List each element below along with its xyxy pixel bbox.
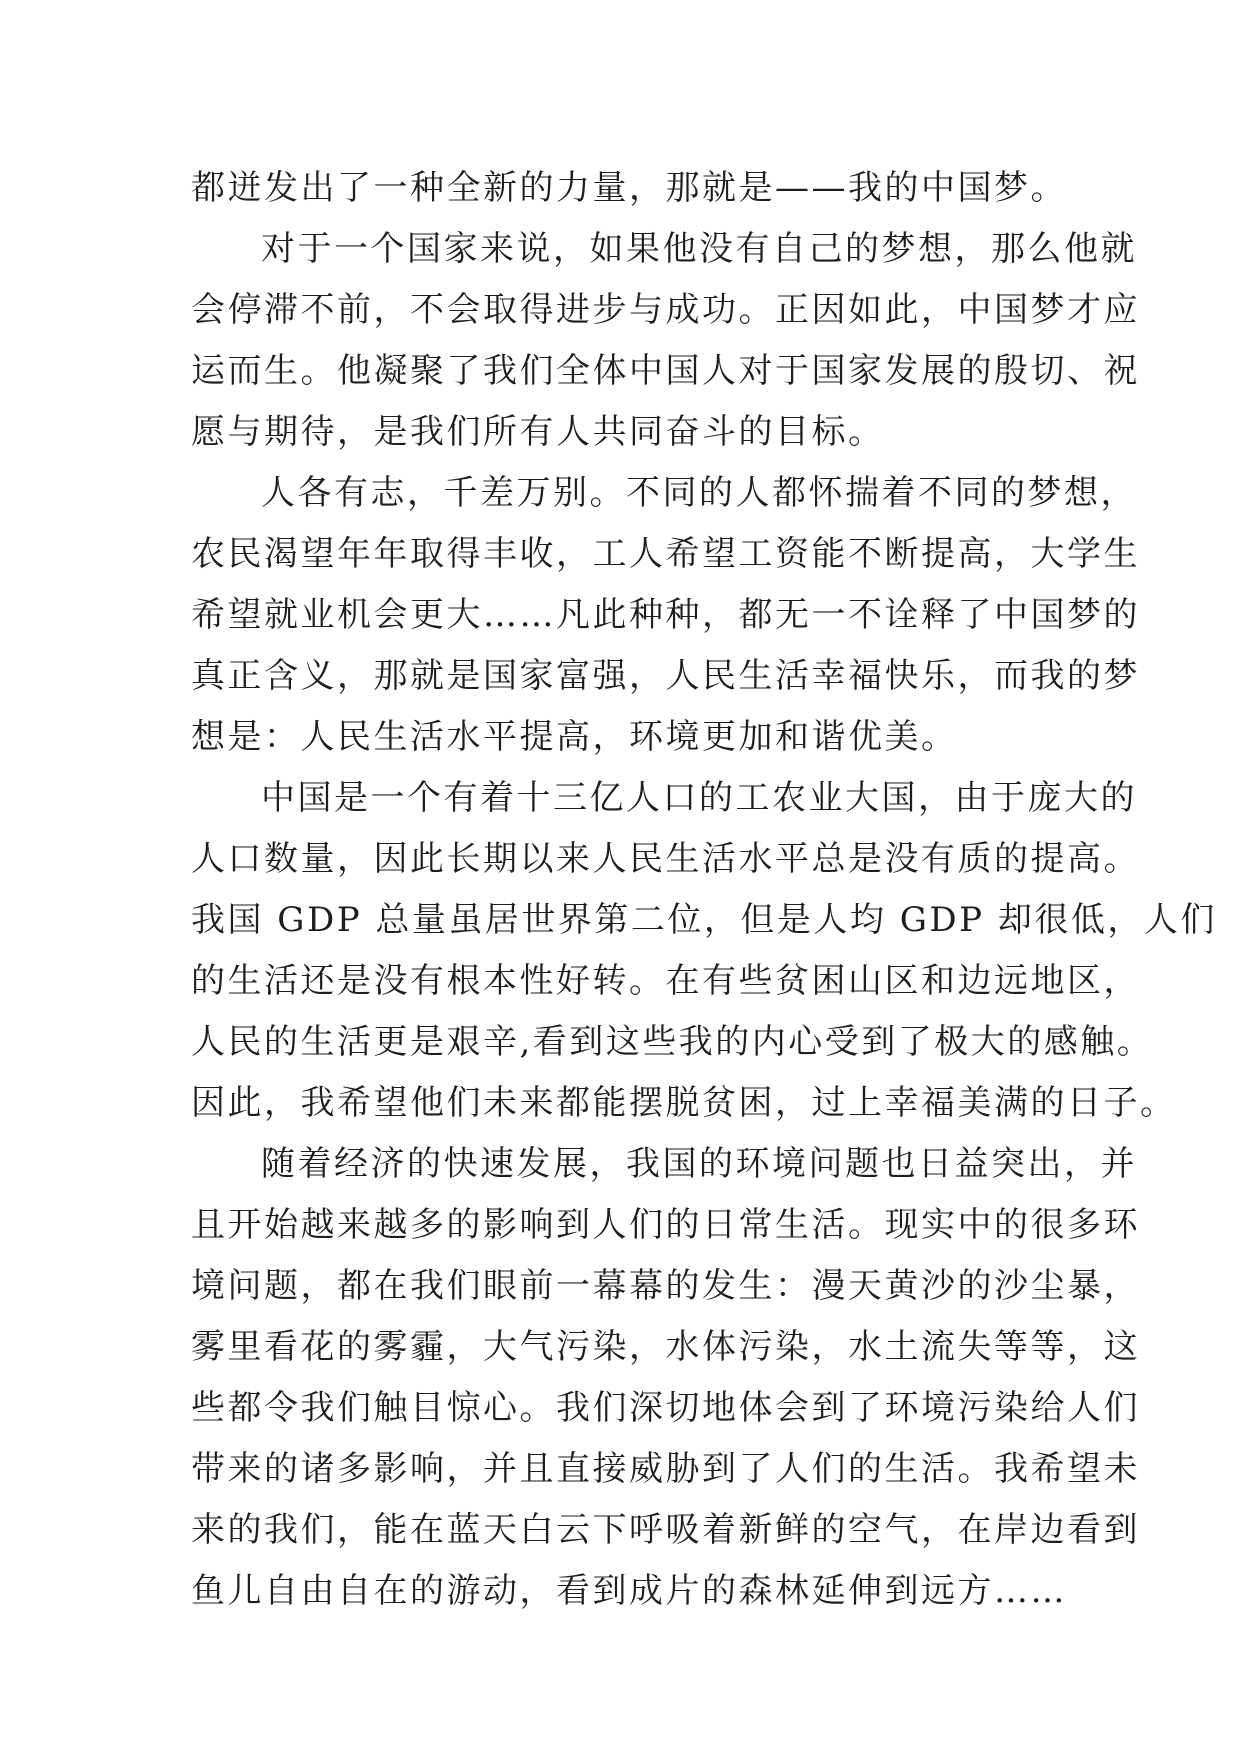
text-line: 想是：人民生活水平提高，环境更加和谐优美。 (191, 717, 958, 757)
text-line: 对于一个国家来说，如果他没有自己的梦想，那么他就 (261, 229, 1137, 269)
text-line: 雾里看花的雾霾，大气污染，水体污染，水土流失等等，这 (191, 1327, 1140, 1367)
text-line: 因此，我希望他们未来都能摆脱贫困，过上幸福美满的日子。 (191, 1083, 1177, 1123)
text-line: 人各有志，千差万别。不同的人都怀揣着不同的梦想， (261, 473, 1137, 513)
text-line: 来的我们，能在蓝天白云下呼吸着新鲜的空气，在岸边看到 (191, 1510, 1140, 1550)
essay-body (191, 158, 1217, 1622)
text-line: 运而生。他凝聚了我们全体中国人对于国家发展的殷切、祝 (191, 351, 1140, 391)
text-line: 的生活还是没有根本性好转。在有些贫困山区和边远地区， (191, 961, 1140, 1001)
text-line: 真正含义，那就是国家富强，人民生活幸福快乐，而我的梦 (191, 656, 1140, 696)
text-line: 人民的生活更是艰辛,看到这些我的内心受到了极大的感触。 (191, 1022, 1154, 1062)
text-line: 些都令我们触目惊心。我们深切地体会到了环境污染给人们 (191, 1388, 1140, 1428)
text-line: 中国是一个有着十三亿人口的工农业大国，由于庞大的 (261, 778, 1137, 818)
text-line: 人口数量，因此长期以来人民生活水平总是没有质的提高。 (191, 839, 1140, 879)
text-line: 都迸发出了一种全新的力量，那就是——我的中国梦。 (191, 168, 1067, 208)
text-line: 鱼儿自由自在的游动，看到成片的森林延伸到远方…… (191, 1571, 1067, 1611)
text-line: 境问题，都在我们眼前一幕幕的发生：漫天黄沙的沙尘暴， (191, 1266, 1140, 1306)
text-line: 我国 GDP 总量虽居世界第二位，但是人均 GDP 却很低，人们 (191, 900, 1217, 940)
text-line: 愿与期待，是我们所有人共同奋斗的目标。 (191, 412, 885, 452)
text-line: 农民渴望年年取得丰收，工人希望工资能不断提高，大学生 (191, 534, 1140, 574)
text-line: 希望就业机会更大……凡此种种，都无一不诠释了中国梦的 (191, 595, 1140, 635)
text-line: 带来的诸多影响，并且直接威胁到了人们的生活。我希望未 (191, 1449, 1140, 1489)
text-line: 会停滞不前，不会取得进步与成功。正因如此，中国梦才应 (191, 290, 1140, 330)
text-line: 随着经济的快速发展，我国的环境问题也日益突出，并 (261, 1144, 1137, 1184)
text-line: 且开始越来越多的影响到人们的日常生活。现实中的很多环 (191, 1205, 1140, 1245)
